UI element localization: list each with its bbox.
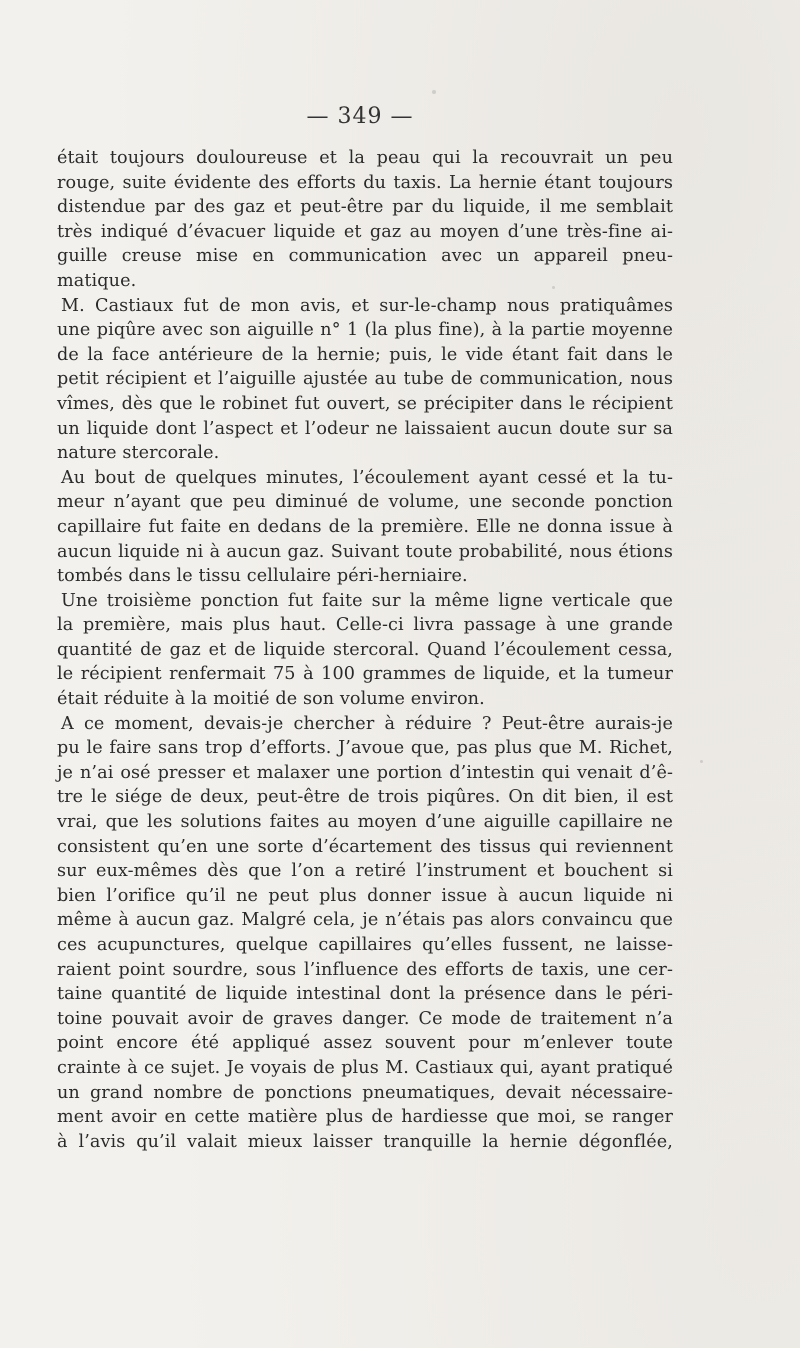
text-line: vrai, que les solutions faites au moyen d’une aiguille capillaire ne bbox=[57, 812, 673, 833]
text-line: matique. bbox=[57, 270, 137, 291]
text-line: tombés dans le tissu cellulaire péri-herniaire. bbox=[57, 566, 468, 587]
text-line: Une troisième ponction fut faite sur la même ligne verticale que bbox=[61, 590, 673, 611]
ink-speck bbox=[700, 760, 703, 763]
text-line: de la face antérieure de la hernie; puis, le vide étant fait dans le bbox=[57, 344, 673, 365]
text-line: Au bout de quelques minutes, l’écoulement ayant cessé et la tu- bbox=[61, 467, 673, 488]
text-line: rouge, suite évidente des efforts du taxis. La hernie étant toujours bbox=[57, 172, 673, 193]
text-line: M. Castiaux fut de mon avis, et sur-le-champ nous pratiquâmes bbox=[61, 295, 673, 316]
text-line: la première, mais plus haut. Celle-ci livra passage à une grande bbox=[57, 615, 673, 636]
text-line: crainte à ce sujet. Je voyais de plus M. Castiaux qui, ayant pratiqué bbox=[57, 1057, 673, 1078]
text-line: raient point sourdre, sous l’influence des efforts de taxis, une cer- bbox=[57, 959, 673, 980]
text-line: très indiqué d’évacuer liquide et gaz au moyen d’une très-fine ai- bbox=[57, 221, 673, 242]
text-line: un grand nombre de ponctions pneumatiques, devait nécessaire- bbox=[57, 1082, 673, 1103]
text-line: le récipient renfermait 75 à 100 grammes de liquide, et la tumeur bbox=[57, 664, 673, 685]
text-line: ment avoir en cette matière plus de hardiesse que moi, se ranger bbox=[57, 1107, 673, 1128]
text-line: était réduite à la moitié de son volume environ. bbox=[57, 689, 485, 710]
text-line: point encore été appliqué assez souvent pour m’enlever toute bbox=[57, 1033, 673, 1054]
text-line: aucun liquide ni à aucun gaz. Suivant toute probabilité, nous étions bbox=[57, 541, 673, 562]
text-line: tre le siége de deux, peut-être de trois piqûres. On dit bien, il est bbox=[57, 787, 673, 808]
text-line: taine quantité de liquide intestinal dont la présence dans le péri- bbox=[57, 984, 673, 1005]
page-number: — 349 — bbox=[306, 104, 414, 129]
text-line: toine pouvait avoir de graves danger. Ce mode de traitement n’a bbox=[57, 1008, 673, 1029]
text-line: je n’ai osé presser et malaxer une portion d’intestin qui venait d’ê- bbox=[57, 762, 673, 783]
text-line: quantité de gaz et de liquide stercoral. Quand l’écoulement cessa, bbox=[57, 639, 673, 660]
text-line: nature stercorale. bbox=[57, 443, 220, 464]
text-line: ces acupunctures, quelque capillaires qu’elles fussent, ne laisse- bbox=[57, 935, 673, 955]
text-line: vîmes, dès que le robinet fut ouvert, se précipiter dans le récipient bbox=[57, 393, 673, 414]
text-line: sur eux-mêmes dès que l’on a retiré l’instrument et bouchent si bbox=[57, 861, 673, 882]
text-line: bien l’orifice qu’il ne peut plus donner issue à aucun liquide ni bbox=[57, 885, 673, 906]
text-line: même à aucun gaz. Malgré cela, je n’étais pas alors convaincu que bbox=[57, 910, 673, 931]
text-line: pu le faire sans trop d’efforts. J’avoue que, pas plus que M. Richet, bbox=[57, 738, 673, 759]
text-line: à l’avis qu’il valait mieux laisser tranquille la hernie dégonflée, bbox=[57, 1131, 673, 1152]
text-line: distendue par des gaz et peut-être par du liquide, il me semblait bbox=[57, 197, 673, 218]
text-line: guille creuse mise en communication avec un appareil pneu- bbox=[57, 246, 673, 267]
text-line: capillaire fut faite en dedans de la première. Elle ne donna issue à bbox=[57, 516, 673, 537]
ink-speck bbox=[432, 90, 436, 94]
body-text bbox=[57, 146, 673, 1154]
text-line: petit récipient et l’aiguille ajustée au tube de communication, nous bbox=[57, 369, 673, 390]
text-line: un liquide dont l’aspect et l’odeur ne laissaient aucun doute sur sa bbox=[57, 418, 673, 439]
text-line: était toujours douloureuse et la peau qui la recouvrait un peu bbox=[57, 148, 673, 168]
text-line: consistent qu’en une sorte d’écartement des tissus qui reviennent bbox=[57, 836, 673, 857]
text-line: A ce moment, devais-je chercher à réduire ? Peut-être aurais-je bbox=[61, 713, 673, 734]
text-line: une piqûre avec son aiguille n° 1 (la plus fine), à la partie moyenne bbox=[57, 320, 673, 341]
text-line: meur n’ayant que peu diminué de volume, une seconde ponction bbox=[57, 492, 673, 513]
